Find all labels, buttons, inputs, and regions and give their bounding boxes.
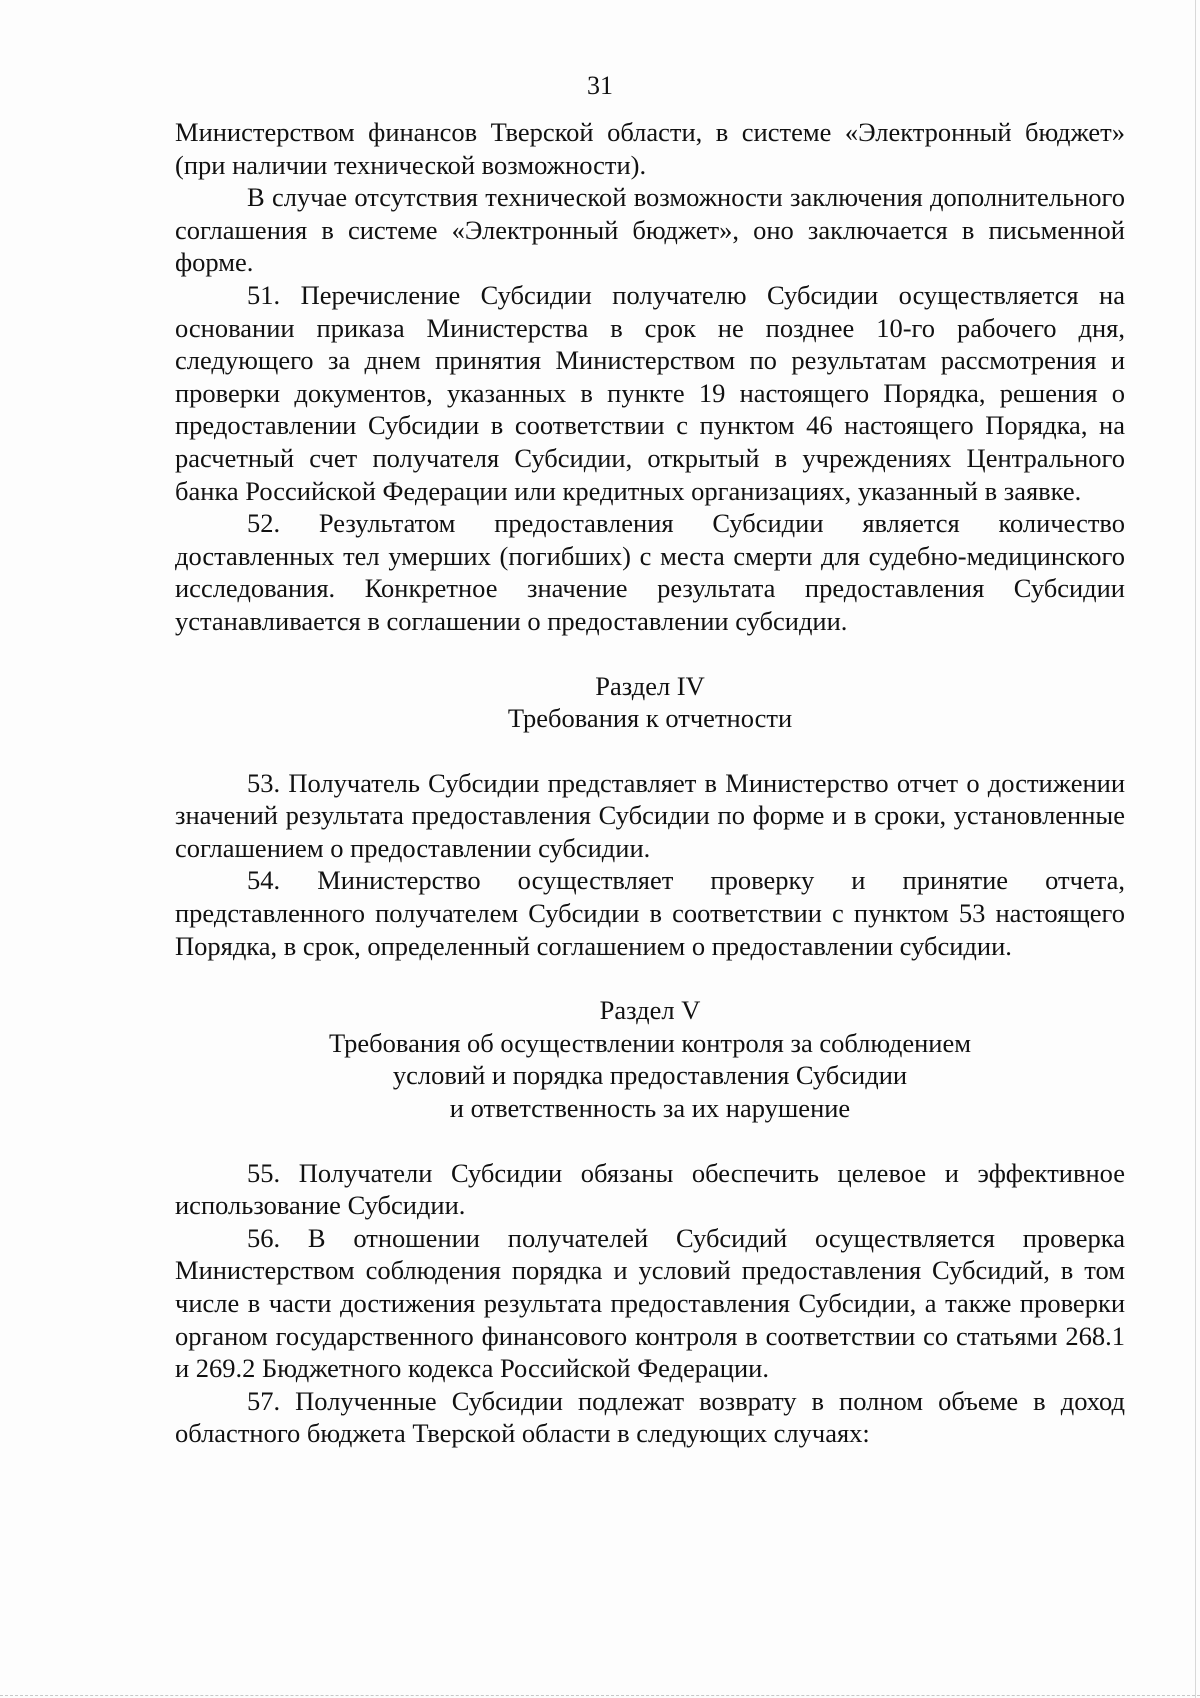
paragraph-51: 51. Перечисление Субсидии получателю Субсидии осуществляется на основании приказа Министерства в срок не позднее 10-го рабочего дня, следующего за днем принятия Министерством по результатам рассмотрения и проверки документов, указанных в пункте 19 настоящего Порядка, решения о предоставлении Субсидии в соответствии с пунктом 46 настоящего Порядка, на расчетный счет получателя Субсидии, открытый в учреждениях Центрального банка Российской Федерации или кредитных организациях, указанный в заявке. xyxy=(175,279,1125,506)
paragraph-53: 53. Получатель Субсидии представляет в Министерство отчет о достижении значений результата предоставления Субсидии по форме и в сроки, установленные соглашением о предоставлении субсидии. xyxy=(175,767,1125,863)
paragraph-continuation: Министерством финансов Тверской области, в системе «Электронный бюджет» (при наличии технической возможности). xyxy=(175,117,1125,180)
paragraph-56: 56. В отношении получателей Субсидий осуществляется проверка Министерством соблюдения порядка и условий предоставления Субсидий, в том числе в части достижения результата предоставления Субсидии, а также проверки органом государственного финансового контроля в соответствии со статьями 268.1 и 269.2 Бюджетного кодекса Российской Федерации. xyxy=(175,1222,1125,1384)
spacer xyxy=(175,735,1125,767)
section-5-title-line-3: и ответственность за их нарушение xyxy=(449,1093,851,1124)
section-4-title: Требования к отчетности xyxy=(507,703,793,734)
document-body xyxy=(175,116,1125,1450)
section-5-title-line-1: Требования об осуществлении контроля за соблюдением xyxy=(328,1027,971,1058)
page-number: 31 xyxy=(587,71,613,100)
spacer xyxy=(175,638,1125,670)
scan-edge-right xyxy=(1195,0,1196,1698)
scan-edge-bottom xyxy=(0,1695,1200,1696)
section-4-label: Раздел IV xyxy=(595,670,705,701)
paragraph-52: 52. Результатом предоставления Субсидии является количество доставленных тел умерших (погибших) с места смерти для судебно-медицинского исследования. Конкретное значение результата предоставления Субсидии устанавливается в соглашении о предоставлении субсидии. xyxy=(175,508,1125,636)
paragraph-written-form: В случае отсутствия технической возможности заключения дополнительного соглашения в системе «Электронный бюджет», оно заключается в письменной форме. xyxy=(175,182,1125,278)
paragraph-55: 55. Получатели Субсидии обязаны обеспечить целевое и эффективное использование Субсидии. xyxy=(175,1157,1125,1221)
spacer xyxy=(175,1125,1125,1157)
spacer xyxy=(175,962,1125,994)
section-5-label: Раздел V xyxy=(599,995,701,1026)
paragraph-54: 54. Министерство осуществляет проверку и принятие отчета, представленного получателем Субсидии в соответствии с пунктом 53 настоящего Порядка, в срок, определенный соглашением о предоставлении субсидии. xyxy=(175,865,1125,961)
paragraph-57: 57. Полученные Субсидии подлежат возврату в полном объеме в доход областного бюджета Тверской области в следующих случаях: xyxy=(175,1385,1125,1449)
section-5-title-line-2: условий и порядка предоставления Субсидии xyxy=(392,1060,908,1091)
